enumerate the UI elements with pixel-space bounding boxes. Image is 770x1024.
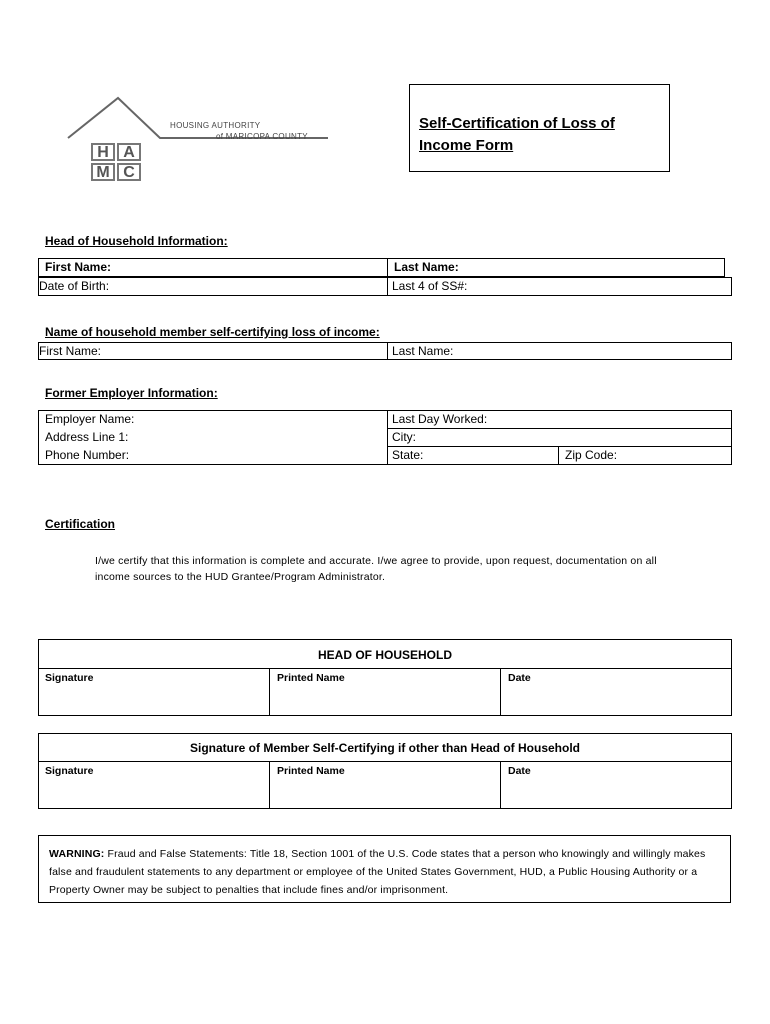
member-signature-field[interactable]: Signature xyxy=(45,765,94,777)
hamc-letters xyxy=(91,143,141,181)
certification-text: I/we certify that this information is complete and accurate. I/we agree to provide, upon request, documentation on all income sources to the HUD Grantee/Program Administrator. xyxy=(95,555,657,583)
hoh-heading: Head of Household Information: xyxy=(45,234,228,248)
logo-line-2: of MARICOPA COUNTY xyxy=(216,132,308,141)
form-title-box xyxy=(409,84,670,172)
member-first-name-field[interactable]: First Name: xyxy=(39,344,102,358)
hoh-last-name-field[interactable]: Last Name: xyxy=(394,260,459,274)
hoh-date-field[interactable]: Date xyxy=(508,672,531,684)
employer-table xyxy=(38,410,732,465)
hoh-name-row xyxy=(38,258,725,277)
hoh-first-name-field[interactable]: First Name: xyxy=(45,260,112,274)
employer-address-field[interactable]: Address Line 1: xyxy=(45,430,129,444)
hoh-ssn-field[interactable]: Last 4 of SS#: xyxy=(392,279,468,293)
logo-letter-h: H xyxy=(91,143,115,161)
member-heading: Name of household member self-certifying loss of income: xyxy=(45,325,380,339)
logo-letter-c: C xyxy=(117,163,141,181)
city-field[interactable]: City: xyxy=(392,430,416,444)
hoh-signature-block xyxy=(38,639,732,716)
state-field[interactable]: State: xyxy=(392,448,424,462)
certification-heading: Certification xyxy=(45,517,116,531)
hamc-logo xyxy=(60,92,340,192)
warning-box xyxy=(38,835,731,903)
last-day-worked-field[interactable]: Last Day Worked: xyxy=(392,412,488,426)
employer-phone-field[interactable]: Phone Number: xyxy=(45,448,130,462)
employer-heading: Former Employer Information: xyxy=(45,386,218,400)
member-last-name-field[interactable]: Last Name: xyxy=(392,344,454,358)
employer-name-field[interactable]: Employer Name: xyxy=(45,412,135,426)
member-name-row xyxy=(38,342,732,360)
form-title: Self-Certification of Loss of Income Form xyxy=(419,115,615,154)
logo-letter-a: A xyxy=(117,143,141,161)
member-signature-block xyxy=(38,733,732,809)
hoh-printed-name-field[interactable]: Printed Name xyxy=(277,672,345,684)
warning-label: WARNING: xyxy=(49,848,105,860)
member-date-field[interactable]: Date xyxy=(508,765,531,777)
logo-letter-m: M xyxy=(91,163,115,181)
hoh-dob-row xyxy=(38,277,732,296)
hoh-signature-field[interactable]: Signature xyxy=(45,672,94,684)
warning-body: Fraud and False Statements: Title 18, Section 1001 of the U.S. Code states that a person who knowingly and willingly makes false and fraudulent statements to any department or employee of the United States Government, HUD, a Public Housing Authority or a Property Owner may be subject to penalties that include fines and/or imprisonment. xyxy=(49,848,706,896)
logo-line-1: HOUSING AUTHORITY xyxy=(170,121,261,130)
zip-code-field[interactable]: Zip Code: xyxy=(565,448,618,462)
member-signature-title: Signature of Member Self-Certifying if other than Head of Household xyxy=(189,741,581,755)
hoh-signature-title: HEAD OF HOUSEHOLD xyxy=(317,648,452,662)
warning-text xyxy=(49,845,724,899)
hoh-dob-field[interactable]: Date of Birth: xyxy=(39,279,110,293)
member-printed-name-field[interactable]: Printed Name xyxy=(277,765,345,777)
